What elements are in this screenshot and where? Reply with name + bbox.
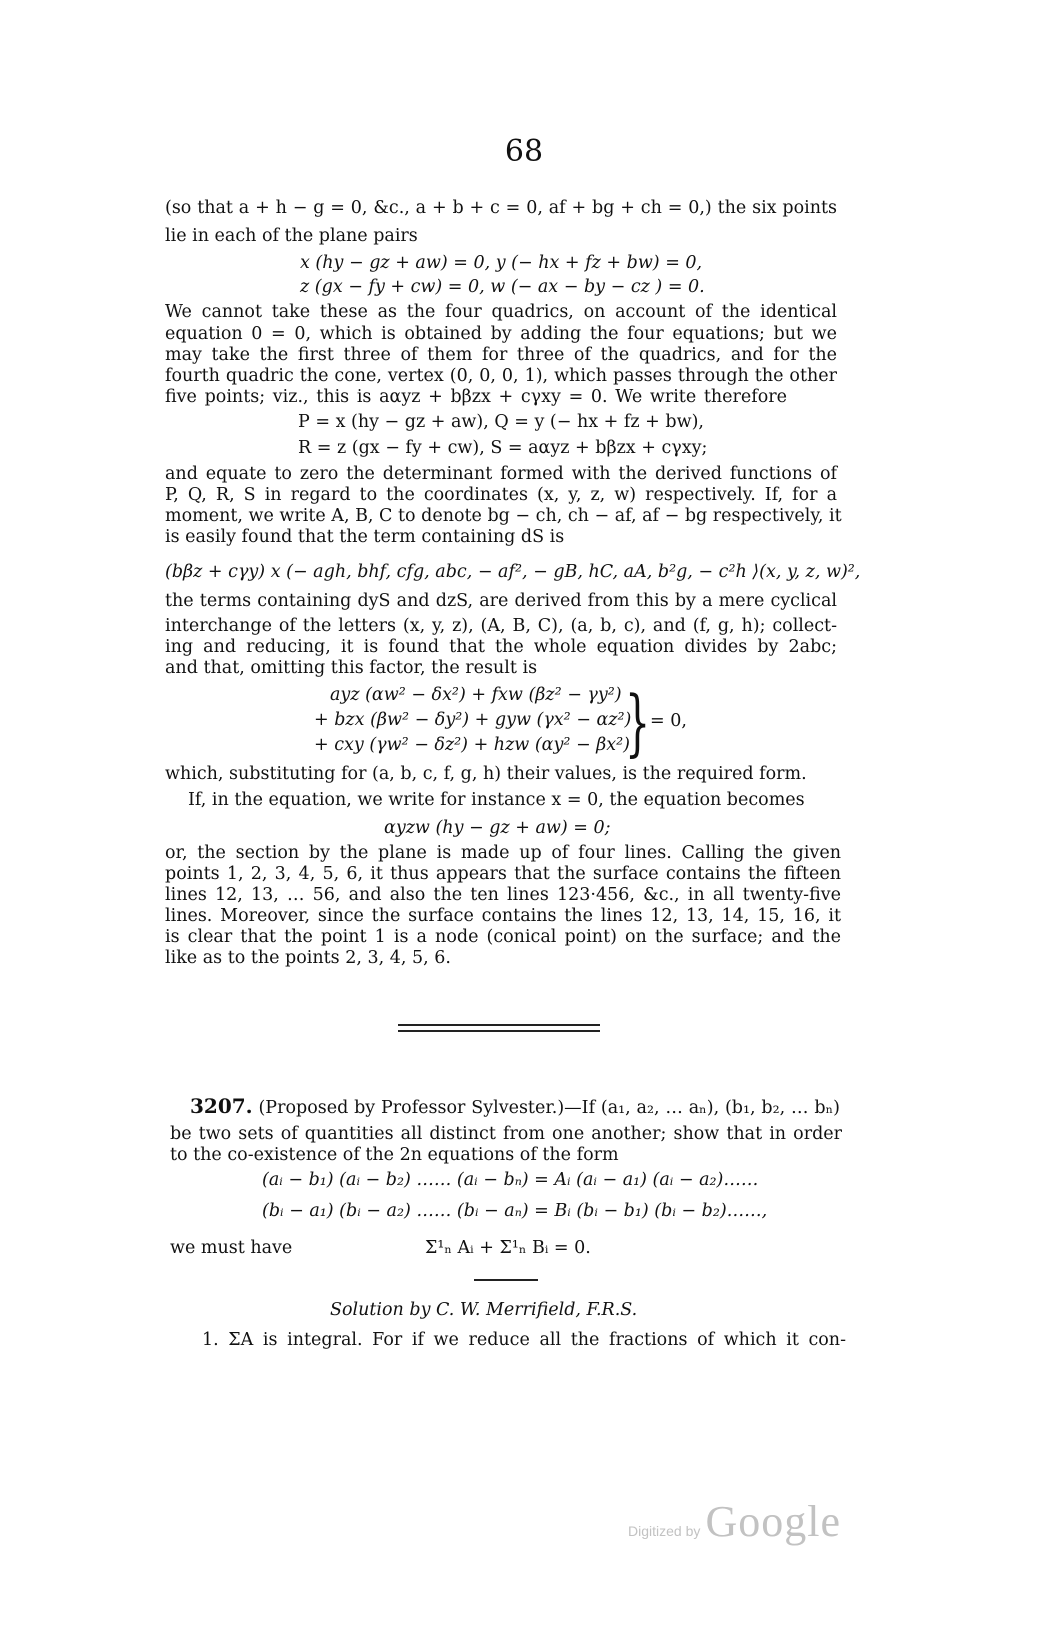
equation-line: (bβz + cγy) x (− agh, bhf, cfg, abc, − af², − gB, hC, aA, b²g, − c²h ⟩(x, y, z, w)²,: [165, 562, 861, 582]
text-line: the terms containing dyS and dzS, are derived from this by a mere cyclical: [165, 591, 837, 611]
text-line: lines. Moreover, since the surface contains the lines 12, 13, 14, 15, 16, it: [165, 906, 841, 926]
equation-line: αyzw (hy − gz + aw) = 0;: [384, 818, 611, 838]
text-line: which, substituting for (a, b, c, f, g, h) their values, is the required form.: [165, 764, 807, 784]
equation-line: Σ¹ₙ Aᵢ + Σ¹ₙ Bᵢ = 0.: [425, 1238, 591, 1258]
equation-line: (aᵢ − b₁) (aᵢ − b₂) …… (aᵢ − bₙ) = Aᵢ (aᵢ − a₁) (aᵢ − a₂)……: [262, 1170, 759, 1190]
watermark-small-text: Digitized by: [628, 1523, 701, 1539]
equation-line: x (hy − gz + aw) = 0, y (− hx + fz + bw) = 0,: [300, 253, 703, 273]
question-text: (Proposed by Professor Sylvester.)—If (a₁, a₂, … aₙ), (b₁, b₂, … bₙ): [258, 1098, 840, 1118]
equation-line: + bzx (βw² − δy²) + gyw (γx² − αz²): [314, 710, 632, 730]
equation-line: ayz (αw² − δx²) + fxw (βz² − γy²): [330, 685, 622, 705]
short-rule: [474, 1279, 538, 1281]
text-line: points 1, 2, 3, 4, 5, 6, it thus appears that the surface contains the fifteen: [165, 864, 841, 884]
text-line: to the co-existence of the 2n equations of the form: [170, 1145, 619, 1165]
text-line: equation 0 = 0, which is obtained by adding the four equations; but we: [165, 324, 837, 344]
text-line: five points; viz., this is aαyz + bβzx + cγxy = 0. We write therefore: [165, 387, 787, 407]
text-line: interchange of the letters (x, y, z), (A, B, C), (a, b, c), and (f, g, h); collect-: [165, 616, 837, 636]
text-line: or, the section by the plane is made up of four lines. Calling the given: [165, 843, 841, 863]
text-line: and equate to zero the determinant formed with the derived functions of: [165, 464, 837, 484]
text-line: ing and reducing, it is found that the whole equation divides by 2abc;: [165, 637, 837, 657]
equation-line: (bᵢ − a₁) (bᵢ − a₂) …… (bᵢ − aₙ) = Bᵢ (bᵢ − b₁) (bᵢ − b₂)……,: [262, 1201, 768, 1221]
digitized-by-google-watermark: [628, 1496, 841, 1547]
text-line: is clear that the point 1 is a node (conical point) on the surface; and the: [165, 927, 841, 947]
text-line: 1. ΣA is integral. For if we reduce all the fractions of which it con-: [202, 1330, 846, 1350]
text-line: moment, we write A, B, C to denote bg − ch, ch − af, af − bg respectively, it: [165, 506, 842, 526]
text-line: P, Q, R, S in regard to the coordinates (x, y, z, w) respectively. If, for a: [165, 485, 837, 505]
solution-heading: Solution by C. W. Merrifield, F.R.S.: [330, 1300, 638, 1320]
equation-line: z (gx − fy + cw) = 0, w (− ax − by − cz ) = 0.: [300, 277, 705, 297]
text-line: lie in each of the plane pairs: [165, 226, 418, 246]
equation-line: + cxy (γw² − δz²) + hzw (αy² − βx²): [314, 735, 630, 755]
text-line: If, in the equation, we write for instance x = 0, the equation becomes: [188, 790, 805, 810]
text-line: We cannot take these as the four quadrics, on account of the identical: [165, 302, 837, 322]
question-line: [190, 1096, 840, 1119]
text-line: like as to the points 2, 3, 4, 5, 6.: [165, 948, 451, 968]
text-line: may take the first three of them for three of the quadrics, and for the: [165, 345, 837, 365]
text-line: be two sets of quantities all distinct from one another; show that in order: [170, 1124, 842, 1144]
separator-rule-bottom: [398, 1030, 600, 1032]
separator-rule-top: [398, 1024, 600, 1026]
equation-line: P = x (hy − gz + aw), Q = y (− hx + fz + bw),: [298, 412, 704, 432]
text-line: fourth quadric the cone, vertex (0, 0, 0, 1), which passes through the other: [165, 366, 837, 386]
equation-line: R = z (gx − fy + cw), S = aαyz + bβzx + cγxy;: [298, 438, 708, 458]
equation-rhs: = 0,: [650, 711, 687, 731]
right-brace: }: [625, 680, 651, 764]
text-line: and that, omitting this factor, the result is: [165, 658, 538, 678]
text-line: we must have: [170, 1238, 293, 1258]
text-line: is easily found that the term containing dS is: [165, 527, 565, 547]
text-line: (so that a + h − g = 0, &c., a + b + c = 0, af + bg + ch = 0,) the six points: [165, 198, 837, 218]
google-logo-text: Google: [705, 1497, 841, 1546]
question-number: 3207.: [190, 1094, 253, 1118]
page-number: 68: [504, 134, 544, 169]
text-line: lines 12, 13, … 56, and also the ten lines 123·456, &c., in all twenty-five: [165, 885, 841, 905]
